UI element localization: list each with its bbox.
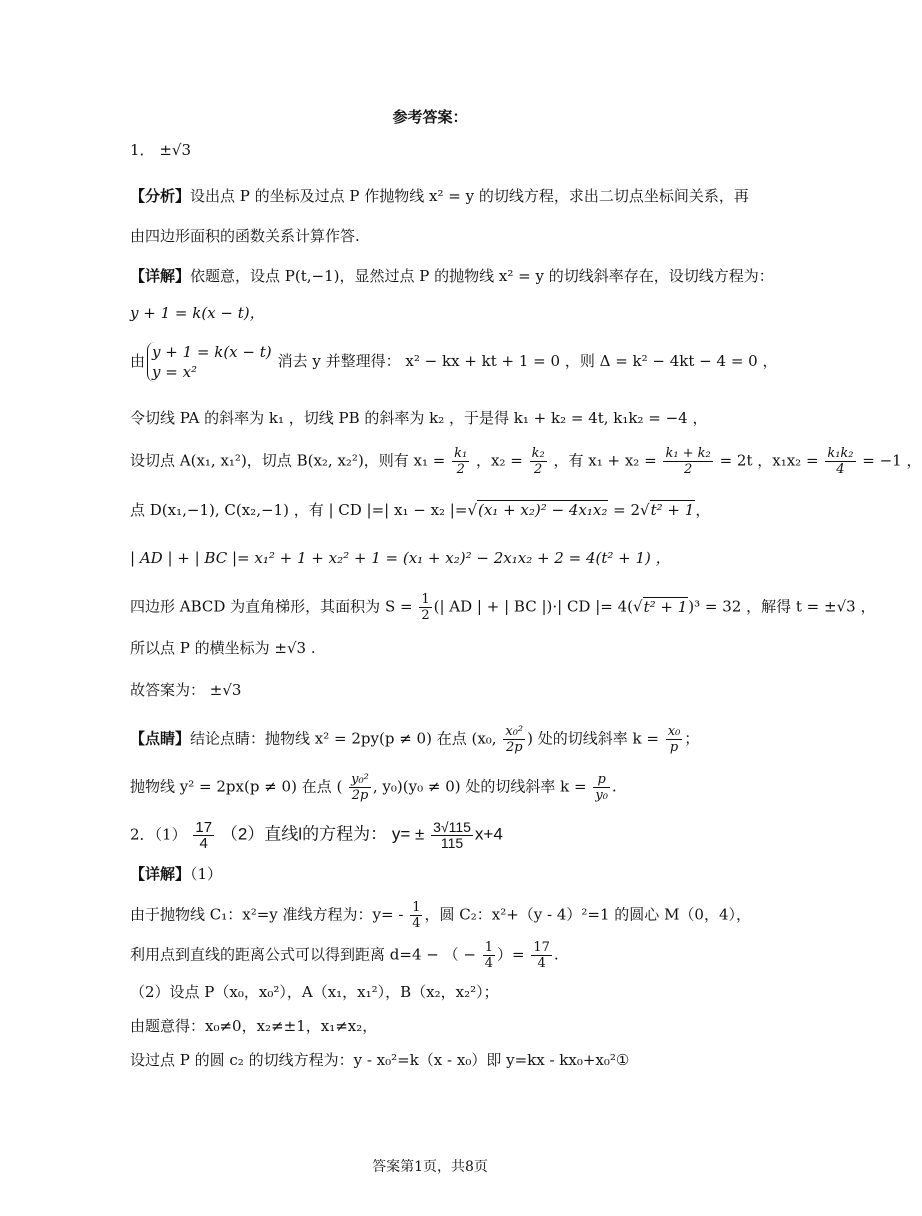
page-footer: 答案第1页，共8页	[372, 1159, 488, 1175]
q1-analysis-line2: 由四边形面积的函数关系计算作答.	[130, 227, 360, 245]
q2-line2-b: ）=	[497, 945, 525, 964]
detail-tag: 【详解】	[130, 267, 191, 285]
q1-slope-line: 令切线 PA 的斜率为 k₁ ，切线 PB 的斜率为 k₂ ，于是得 k₁ + k₂ = 4t, k₁k₂ = −4 ，	[130, 409, 708, 427]
frac-num: 17	[533, 940, 550, 955]
frac-den: p	[669, 740, 679, 755]
q1-final-line: 故答案为： ±√3	[130, 681, 242, 699]
q2-line1-b: ，圆 C₂：x²+（y - 4）²=1 的圆心 M（0，4），	[424, 905, 752, 924]
frac-den: y₀	[595, 788, 608, 803]
q2-line5: 设过点 P 的圆 c₂ 的切线方程为：y - x₀²=k（x - x₀）即 y=kx - kx₀+x₀²①	[130, 1051, 630, 1069]
page-title: 参考答案：	[392, 108, 468, 126]
frac-num: 17	[195, 819, 213, 836]
q2-line3: （2）设点 P（x₀，x₀²），A（x₁，x₁²），B（x₂，x₂²）；	[130, 983, 499, 1001]
q2-line1-frac	[410, 900, 422, 931]
q2-line2-frac2	[531, 940, 552, 971]
area-mid: (| AD | + | BC |)·| CD |= 4(	[433, 597, 634, 616]
frac-half	[419, 592, 431, 623]
frac-den: 2p	[351, 788, 369, 803]
frac-num: y₀²	[351, 772, 369, 787]
frac-num: k₂	[531, 446, 545, 461]
q2-line1-a: 由于抛物线 C₁：x²=y 准线方程为：y= -	[130, 905, 404, 924]
system-suffix: 消去 y 并整理得： x² − kx + kt + 1 = 0 ，则 Δ = k² − 4kt − 4 = 0 ，	[277, 352, 778, 370]
frac-den: 2	[456, 462, 465, 477]
q2-part1-frac	[193, 820, 214, 851]
system-row-1: y + 1 = k(x − t)	[152, 343, 272, 361]
frac-num: x₀²	[505, 724, 524, 739]
area-end: )³ = 32 ，解得 t = ±√3 ，	[688, 597, 876, 616]
tangent-mid2: ，有 x₁ + x₂ =	[553, 451, 657, 470]
note2-text-c: .	[611, 777, 617, 796]
q2-part2-prefix: y= ±	[391, 824, 425, 844]
q1-system-line	[130, 342, 777, 382]
note-frac-2	[666, 724, 683, 755]
frac-den: 2p	[505, 740, 523, 755]
cd-prefix: 点 D(x₁,−1), C(x₂,−1) ，有 | CD |=| x₁ − x₂ |=	[130, 501, 468, 519]
frac-num: 3√115	[433, 819, 471, 835]
q2-line4: 由题意得：x₀≠0，x₂≠±1，x₁≠x₂，	[130, 1017, 378, 1035]
tangent-mid1: ，x₂ =	[476, 451, 523, 470]
cd-end: ，	[695, 501, 711, 519]
q2-detail-line	[130, 864, 222, 884]
frac-num: x₀	[667, 724, 681, 739]
q1-answer: ±√3	[159, 141, 191, 159]
q2-part2-frac	[431, 820, 473, 851]
q1-number: 1．	[130, 141, 155, 159]
note-text-a: 结论点睛：抛物线 x² = 2py(p ≠ 0) 在点 (x₀,	[190, 729, 497, 748]
q2-part2-label: （2）直线l的方程为：	[220, 824, 388, 844]
tangent-mid3: = 2t ，x₁x₂ =	[719, 451, 819, 470]
q2-answer-line	[130, 820, 503, 851]
q2-detail-tag: 【详解】	[130, 865, 191, 883]
q2-line2	[130, 940, 559, 971]
q1-answer-line	[130, 140, 191, 160]
equation-system	[147, 342, 272, 382]
note2-text-b: , y₀)(y₀ ≠ 0) 处的切线斜率 k =	[372, 777, 587, 796]
note-frac-1	[503, 724, 525, 755]
q1-detail-line1	[130, 266, 774, 286]
analysis-tag: 【分析】	[130, 187, 191, 205]
frac-den: 4	[412, 916, 421, 931]
q1-adbc-line: | AD | + | BC |= x₁² + 1 + x₂² + 1 = (x₁ + x₂)² − 2x₁x₂ + 2 = 4(t² + 1) ，	[130, 549, 671, 567]
frac-den: 2	[683, 462, 693, 477]
q2-number: 2．	[130, 825, 155, 844]
system-prefix: 由	[130, 352, 146, 370]
q1-note-line1	[130, 724, 699, 755]
frac-num: p	[593, 772, 610, 788]
note-text-b: ) 处的切线斜率 k =	[527, 729, 659, 748]
frac-den: 2	[421, 608, 430, 623]
frac-den: 4	[537, 956, 546, 971]
q2-detail-label: （1）	[190, 865, 223, 883]
tangent-prefix: 设切点 A(x₁, x₁²)，切点 B(x₂, x₂²)，则有 x₁ =	[130, 451, 446, 470]
cd-sqrt2: t² + 1	[650, 501, 695, 519]
frac-num: 1	[421, 592, 430, 607]
frac-k1	[452, 446, 469, 477]
q1-area-line: 四边形 ABCD 为直角梯形，其面积为 S = $\frac{1}{2}$ (| AD | + | BC |)·| CD |= 4(√t² + 1)³ = 32 ，解得 t = ±√3 ，	[130, 592, 876, 623]
system-row-2: y = x²	[152, 363, 198, 381]
frac-k2	[530, 446, 547, 477]
frac-den: 4	[199, 835, 208, 852]
cd-sqrt: (x₁ + x₂)² − 4x₁x₂	[478, 501, 608, 519]
q1-analysis-line1	[130, 186, 749, 206]
q2-line2-c: .	[553, 945, 559, 964]
frac-den: 2	[534, 462, 543, 477]
frac-num: k₁	[454, 446, 468, 461]
q1-detail-line2: y + 1 = k(x − t)，	[130, 304, 265, 322]
frac-den: 4	[484, 956, 493, 971]
note-frac-4	[593, 772, 610, 803]
frac-num: 1	[484, 940, 493, 955]
note-tag: 【点睛】	[130, 729, 191, 748]
q1-tangent-line	[130, 446, 922, 477]
note-text-c: ；	[684, 729, 700, 748]
q1-cd-line: 点 D(x₁,−1), C(x₂,−1) ，有 | CD |=| x₁ − x₂ |=√(x₁ + x₂)² − 4x₁x₂ = 2√t² + 1，	[130, 501, 711, 519]
frac-den: 4	[836, 462, 845, 477]
note-frac-3	[349, 772, 371, 803]
q2-line2-frac1	[483, 940, 495, 971]
area-sqrt: t² + 1	[643, 597, 688, 616]
area-prefix: 四边形 ABCD 为直角梯形，其面积为 S =	[130, 597, 413, 616]
frac-sum	[663, 446, 712, 477]
q1-note-line2	[130, 772, 617, 803]
cd-suffix: = 2	[613, 501, 641, 519]
frac-num: k₁k₂	[827, 446, 854, 461]
q2-line1	[130, 900, 751, 931]
frac-prod	[825, 446, 855, 477]
frac-den: 115	[440, 835, 464, 851]
analysis-text: 设出点 P 的坐标及过点 P 作抛物线 x² = y 的切线方程，求出二切点坐标间关系，再	[190, 187, 749, 205]
note2-text-a: 抛物线 y² = 2px(p ≠ 0) 在点 (	[130, 777, 343, 796]
tangent-end: = −1 ，	[862, 451, 922, 470]
detail-text: 依题意，设点 P(t,−1)，显然过点 P 的抛物线 x² = y 的切线斜率存在，设切线方程为：	[190, 267, 774, 285]
q1-x-line: 所以点 P 的横坐标为 ±√3 .	[130, 639, 316, 657]
q2-part2-suffix: x+4	[474, 824, 503, 844]
q2-line2-a: 利用点到直线的距离公式可以得到距离 d=4 − （ −	[130, 945, 476, 964]
frac-num: k₁ + k₂	[665, 446, 711, 461]
frac-num: 1	[412, 900, 421, 915]
q2-part1-label: （1）	[154, 825, 187, 844]
